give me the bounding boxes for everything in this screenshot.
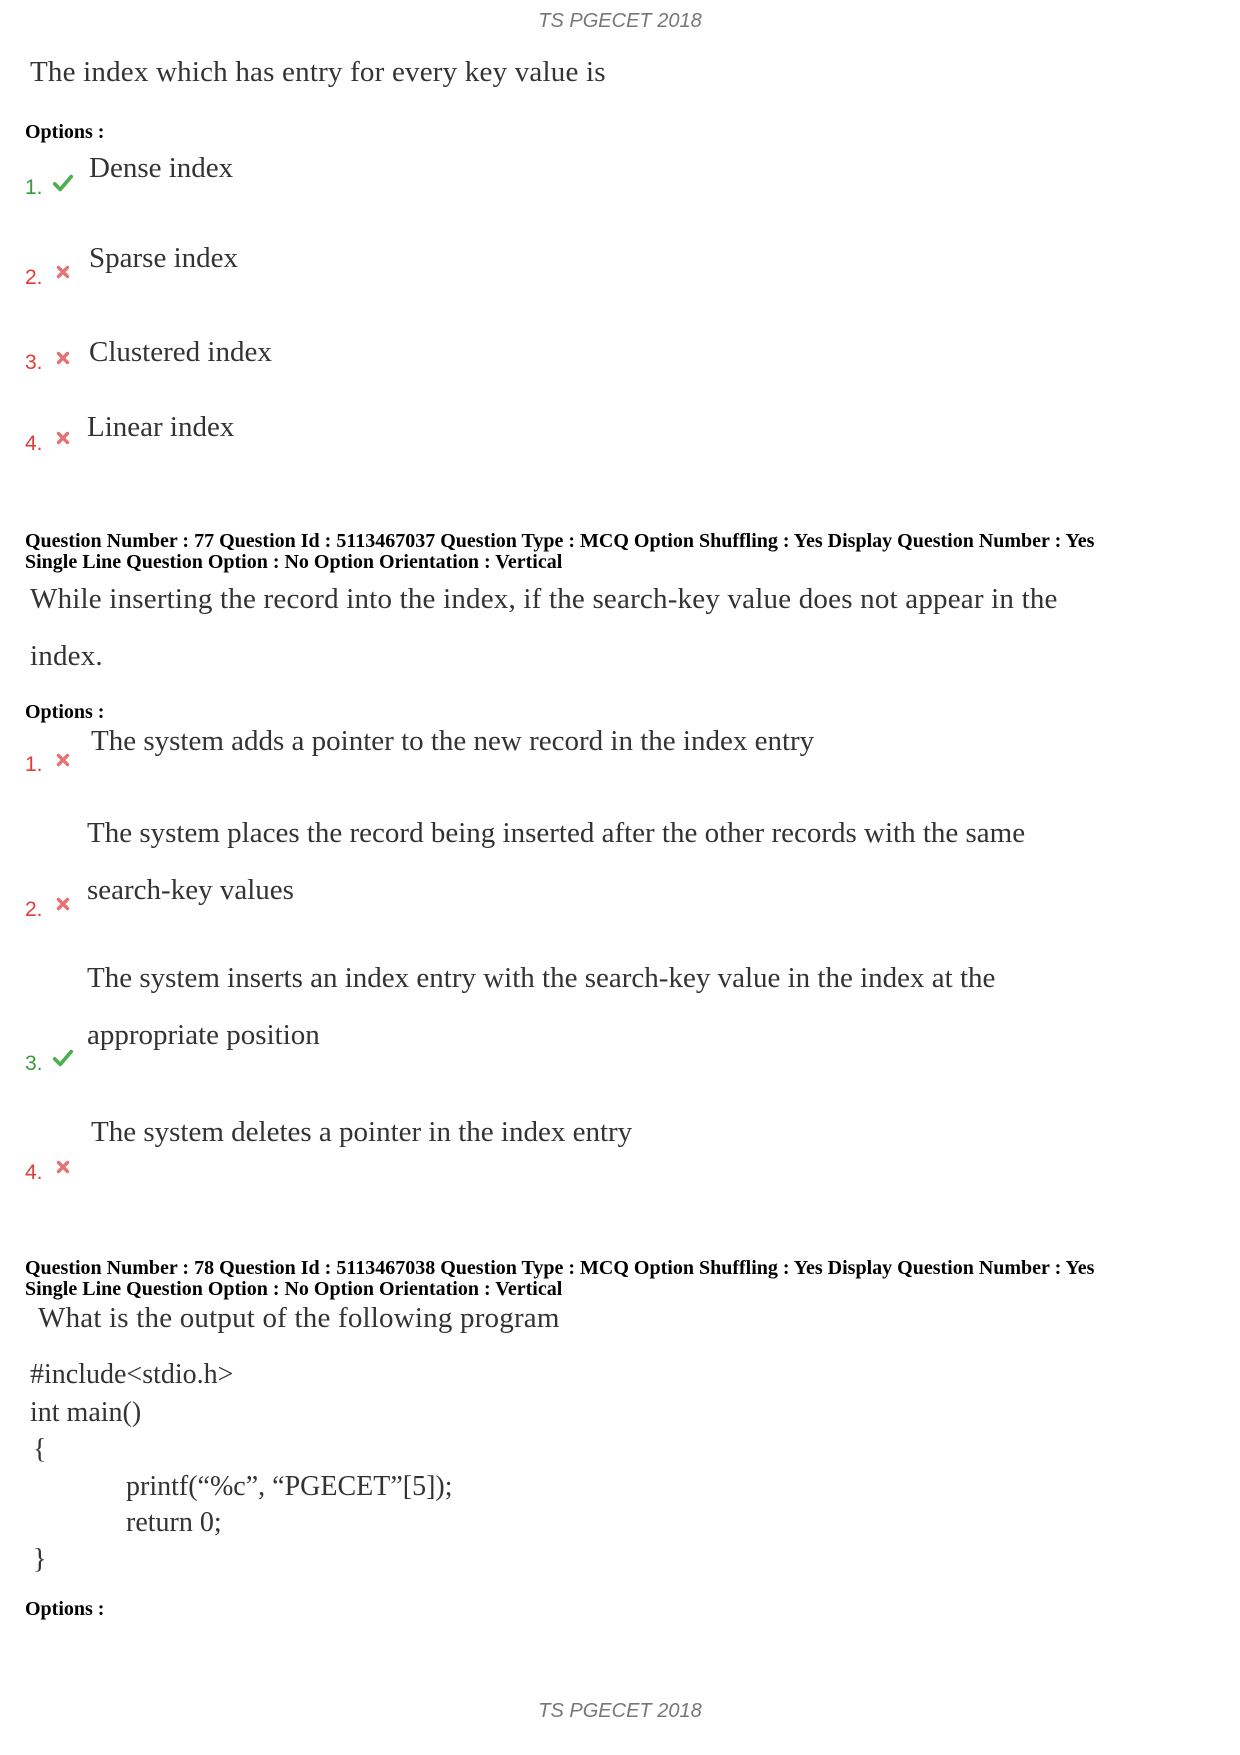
option-number: 4. [25,1161,43,1184]
option-number: 3. [25,1052,43,1075]
question-76-text: The index which has entry for every key value is [30,56,606,88]
code-line: printf(“%c”, “PGECET”[5]); [126,1471,453,1502]
question-78-meta-line1: Question Number : 78 Question Id : 5113467038 Question Type : MCQ Option Shuffling : Yes Display Question Number : Yes [25,1257,1095,1279]
option-text-line1: The system places the record being inserted after the other records with the same [87,817,1026,849]
cross-icon [54,895,72,913]
option-number: 4. [25,432,43,455]
cross-icon [54,429,72,447]
option-text: The system adds a pointer to the new record in the index entry [91,725,815,757]
options-label: Options : [25,1598,105,1620]
option-number: 2. [25,898,43,921]
option-text: Dense index [89,152,234,184]
cross-icon [54,349,72,367]
question-77-meta-line1: Question Number : 77 Question Id : 5113467037 Question Type : MCQ Option Shuffling : Yes Display Question Number : Yes [25,530,1095,552]
option-text: The system deletes a pointer in the index entry [91,1116,633,1148]
code-line: return 0; [126,1507,222,1538]
code-line: int main() [30,1397,142,1428]
option-text-line1: The system inserts an index entry with the search-key value in the index at the [87,962,996,994]
cross-icon [54,751,72,769]
question-77-text-line2: index. [30,640,103,672]
question-78-text: What is the output of the following program [38,1302,560,1334]
option-text-line2: search-key values [87,874,294,906]
code-line: { [33,1434,47,1465]
option-number: 1. [25,753,43,776]
question-77-meta-line2: Single Line Question Option : No Option Orientation : Vertical [25,551,563,573]
options-label: Options : [25,121,105,143]
page-footer: TS PGECET 2018 [538,1700,702,1722]
options-label: Options : [25,701,105,723]
page-header: TS PGECET 2018 [538,10,702,32]
code-line: #include<stdio.h> [30,1359,234,1390]
option-text: Clustered index [89,336,272,368]
option-number: 3. [25,351,43,374]
question-78-meta-line2: Single Line Question Option : No Option Orientation : Vertical [25,1278,563,1300]
check-icon [52,1047,74,1069]
option-number: 1. [25,176,43,199]
option-number: 2. [25,266,43,289]
option-text: Sparse index [89,242,238,274]
check-icon [52,172,74,194]
cross-icon [54,1158,72,1176]
option-text: Linear index [87,411,235,443]
option-text-line2: appropriate position [87,1019,320,1051]
code-line: } [33,1544,47,1575]
question-77-text-line1: While inserting the record into the index, if the search-key value does not appear in the [30,583,1058,615]
cross-icon [54,263,72,281]
